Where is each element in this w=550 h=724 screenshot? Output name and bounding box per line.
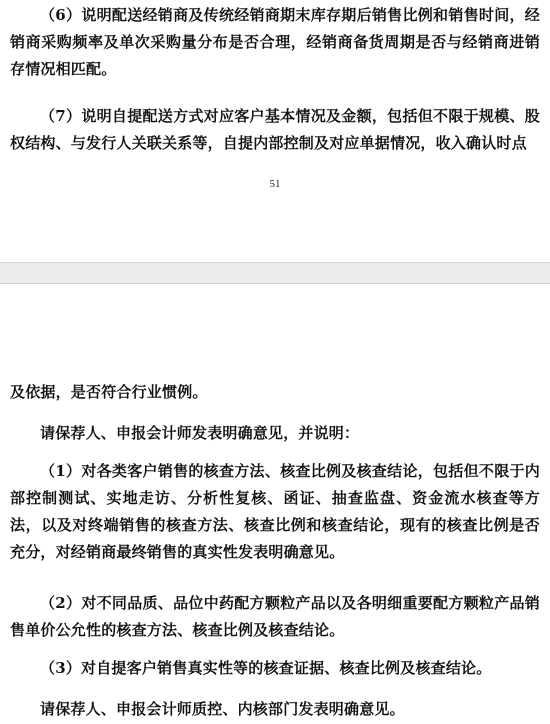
paragraph-request-sponsor: 请保荐人、申报会计师发表明确意见，并说明： [40,424,360,442]
paragraph-request-quality-control: 请保荐人、申报会计师质控、内核部门发表明确意见。 [40,700,405,718]
page-number: 51 [269,178,281,190]
document-page-top [0,0,550,262]
document-page-bottom [0,284,550,724]
paragraph-item-6: （6）说明配送经销商及传统经销商期末库存期后销售比例和销售时间，经销商采购频率及单次采购量分布是否合理，经销商备货周期是否与经销商进销存情况相匹配。 [10,6,540,78]
paragraph-item-2: （2）对不同品质、品位中药配方颗粒产品以及各明细重要配方颗粒产品销售单价公允性的核查方法、核查比例及核查结论。 [10,594,540,639]
page-separator [0,262,550,284]
paragraph-item-7: （7）说明自提配送方式对应客户基本情况及金额，包括但不限于规模、股权结构、与发行人关联关系等，自提内部控制及对应单据情况，收入确认时点 [10,107,540,152]
paragraph-item-1: （1）对各类客户销售的核查方法、核查比例及核查结论，包括但不限于内部控制测试、实地走访、分析性复核、函证、抽查监盘、资金流水核查等方法，以及对终端销售的核查方法、核查比例和核查结论，现有的核查比例是否充分，对经销商最终销售的真实性发表明确意见。 [10,462,540,561]
paragraph-continuation: 及依据，是否符合行业惯例。 [10,383,208,401]
paragraph-item-3: （3）对自提客户销售真实性等的核查证据、核查比例及核查结论。 [40,659,492,677]
